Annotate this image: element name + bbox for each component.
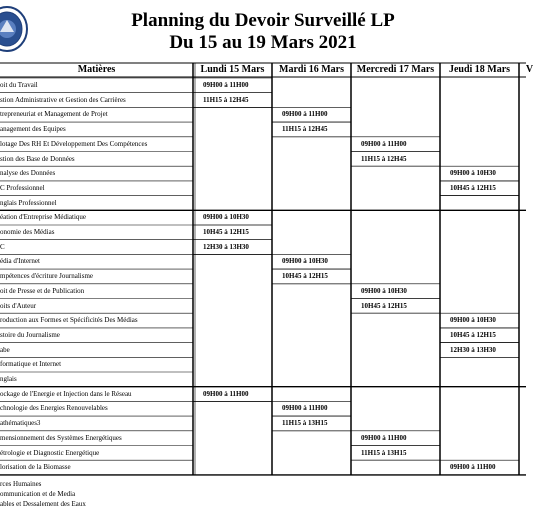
column-header: Mardi 16 Mars	[279, 64, 344, 75]
exam-slot: 09H00 à 11H00	[203, 389, 249, 398]
exam-slot: 09H00 à 11H00	[361, 433, 407, 442]
exam-slot: 09H00 à 10H30	[450, 169, 496, 178]
page-title: Planning du Devoir Surveillé LP	[131, 10, 395, 31]
exam-slot: 10H45 à 12H15	[203, 228, 249, 236]
exam-slot: 11H15 à 12H45	[282, 125, 328, 134]
exam-slot: 09H00 à 11H00	[282, 404, 328, 413]
exam-slot: 09H00 à 10H30	[450, 316, 496, 325]
subject-cell: nglais	[0, 375, 17, 383]
exam-slot: 09H00 à 10H30	[203, 213, 249, 222]
subject-cell: ockage de l'Energie et Injection dans le Réseau	[0, 389, 132, 398]
exam-slot: 10H45 à 12H15	[450, 330, 496, 339]
column-header: Jeudi 18 Mars	[448, 64, 511, 75]
page-subtitle: Du 15 au 19 Mars 2021	[169, 32, 357, 53]
subject-cell: formatique et Internet	[0, 360, 62, 369]
exam-slot: 10H45 à 12H15	[450, 183, 496, 192]
subject-cell: lorisation de la Biomasse	[0, 463, 71, 472]
subject-cell: lotage Des RH Et Développement Des Compétences	[0, 139, 148, 148]
subject-cell: anagement des Equipes	[0, 125, 66, 134]
column-header: V	[525, 64, 534, 75]
subject-cell: édia d'Internet	[0, 257, 40, 266]
column-header: Mercredi 17 Mars	[356, 64, 435, 75]
subject-cell: stion des Base de Données	[0, 154, 75, 163]
subject-cell: stoire du Journalisme	[0, 330, 60, 339]
subject-cell: oit du Travail	[0, 81, 38, 89]
legend-item: rces Humaines	[0, 479, 42, 488]
exam-slot: 09H00 à 11H00	[450, 463, 496, 472]
exam-slot: 11H15 à 13H15	[282, 419, 328, 428]
subject-cell: abe	[0, 345, 10, 354]
column-header: Lundi 15 Mars	[200, 64, 265, 75]
exam-slot: 11H15 à 13H15	[361, 448, 407, 457]
subject-cell: chnologie des Energies Renouvelables	[0, 404, 108, 413]
exam-slot: 09H00 à 11H00	[203, 81, 249, 89]
subject-cell: mensionnement des Systèmes Energétiques	[0, 433, 122, 442]
subject-cell: mpétences d'écriture Journalisme	[0, 272, 94, 281]
legend-item: ommunication et de Media	[0, 489, 76, 498]
exam-slot: 10H45 à 12H15	[361, 301, 407, 310]
subject-cell: oit de Presse et de Publication	[0, 286, 85, 295]
subject-cell: éation d'Entreprise Médiatique	[0, 213, 87, 222]
exam-slot: 12H30 à 13H30	[203, 242, 249, 251]
subject-cell: athématiques3	[0, 419, 41, 428]
subject-cell: trepreneuriat et Management de Projet	[0, 110, 108, 119]
subject-cell: étrologie et Diagnostic Energétique	[0, 448, 100, 457]
subject-cell: stion Administrative et Gestion des Carrières	[0, 95, 126, 104]
exam-slot: 09H00 à 11H00	[282, 110, 328, 119]
exam-slot: 12H30 à 13H30	[450, 345, 496, 354]
exam-slot: 11H15 à 12H45	[203, 95, 249, 104]
legend-item: ables et Dessalement des Eaux	[0, 499, 86, 508]
exam-slot: 10H45 à 12H15	[282, 272, 328, 281]
exam-slot: 11H15 à 12H45	[361, 154, 407, 163]
subject-cell: onomie des Médias	[0, 228, 55, 236]
subject-cell: oits d'Auteur	[0, 301, 37, 310]
exam-slot: 09H00 à 11H00	[361, 139, 407, 148]
subject-cell: nalyse des Données	[0, 169, 56, 178]
subject-cell: roduction aux Formes et Spécificités Des Médias	[0, 316, 138, 325]
exam-slot: 09H00 à 10H30	[361, 286, 407, 295]
column-header: Matières	[77, 64, 116, 75]
subject-cell: C	[0, 242, 5, 251]
subject-cell: nglais Professionnel	[0, 198, 57, 207]
subject-cell: C Professionnel	[0, 183, 45, 192]
exam-slot: 09H00 à 10H30	[282, 257, 328, 266]
